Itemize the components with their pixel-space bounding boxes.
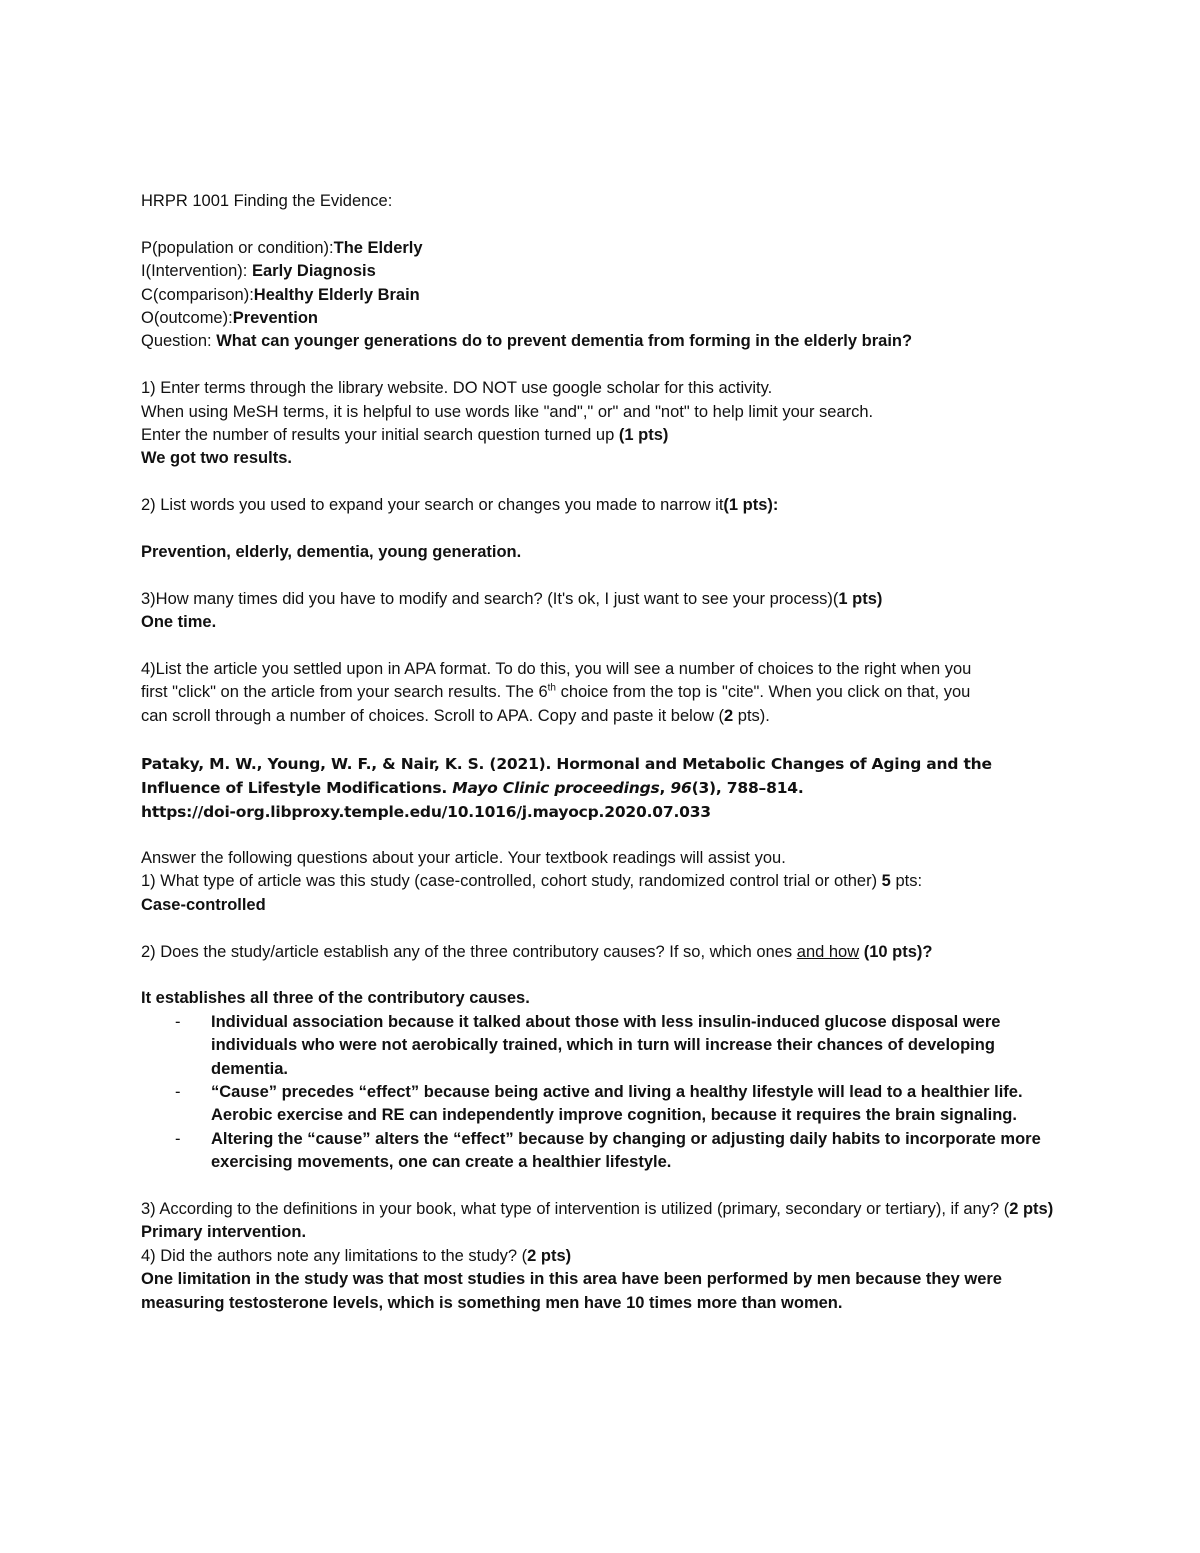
pico-comparison: C(comparison):Healthy Elderly Brain (141, 285, 420, 304)
q3-answer: One time. (141, 613, 217, 632)
q1-line2: When using MeSH terms, it is helpful to use words like "and"," or" and "not" to help limit your search. (141, 402, 874, 421)
list-bullet: - (175, 1012, 181, 1031)
q1-line3: Enter the number of results your initial search question turned up (1 pts) (141, 426, 669, 445)
pico-outcome: O(outcome):Prevention (141, 309, 318, 328)
article-q4-prompt: 4) Did the authors note any limitations to the study? (2 pts) (141, 1246, 572, 1265)
article-q4-answer: One limitation in the study was that most studies in this area have been performed by men because they were measuring testosterone levels, which is something men have 10 times more than women. (141, 1270, 1002, 1312)
q2-answer: Prevention, elderly, dementia, young generation. (141, 543, 522, 562)
q4-line3: can scroll through a number of choices. Scroll to APA. Copy and paste it below (2 pts). (141, 706, 770, 725)
q4-line1: 4)List the article you settled upon in APA format. To do this, you will see a number of choices to the right when you (141, 660, 972, 679)
article-q2-prompt: 2) Does the study/article establish any of the three contributory causes? If so, which ones and how (10 pts)? (141, 942, 933, 961)
article-q2-answer: It establishes all three of the contributory causes. (141, 989, 530, 1008)
pico-intervention: I(Intervention): Early Diagnosis (141, 262, 376, 281)
contributory-causes-list (141, 1011, 1071, 1175)
article-q3-prompt: 3) According to the definitions in your book, what type of intervention is utilized (primary, secondary or tertiary), if any? (2 pts) (141, 1200, 1054, 1219)
pico-population: P(population or condition):The Elderly (141, 238, 423, 257)
q3-prompt: 3)How many times did you have to modify and search? (It's ok, I just want to see your process)(1 pts) (141, 589, 883, 608)
list-bullet: - (175, 1129, 181, 1148)
q2-prompt: 2) List words you used to expand your search or changes you made to narrow it(1 pts): (141, 496, 779, 515)
citation-doi-link[interactable]: https://doi-org.libproxy.temple.edu/10.1016/j.mayocp.2020.07.033 (141, 802, 711, 821)
list-item: - Individual association because it talked about those with less insulin-induced glucose disposal were individuals who were not aerobically trained, which in turn will increase their chances of developing dementia. (175, 1012, 1001, 1078)
article-q1-prompt: 1) What type of article was this study (case-controlled, cohort study, randomized control trial or other) 5 pts: (141, 872, 923, 891)
q4-line2: first "click" on the article from your search results. The 6th choice from the top is "cite". When you click on that, you (141, 682, 971, 702)
q1-line1: 1) Enter terms through the library website. DO NOT use google scholar for this activity. (141, 379, 773, 398)
article-q3-answer: Primary intervention. (141, 1223, 307, 1242)
pico-question: Question: What can younger generations do to prevent dementia from forming in the elderly brain? (141, 332, 913, 351)
document-title: HRPR 1001 Finding the Evidence: (141, 192, 393, 210)
list-bullet: - (175, 1083, 181, 1102)
article-q1-answer: Case-controlled (141, 895, 266, 914)
apa-citation: Pataky, M. W., Young, W. F., & Nair, K. S. (2021). Hormonal and Metabolic Changes of Aging and the Influence of Lifestyle Modifications. Mayo Clinic proceedings, 96(3), 788–814. (141, 754, 992, 797)
list-item: - “Cause” precedes “effect” because being active and living a healthy lifestyle will lead to a healthier life. Aerobic exercise and RE can independently improve cognition, because it requires the brain signaling. (175, 1083, 1023, 1125)
article-intro: Answer the following questions about your article. Your textbook readings will assist you. (141, 849, 786, 868)
document-page (141, 190, 1071, 1315)
list-item: - Altering the “cause” alters the “effect” because by changing or adjusting daily habits to incorporate more exercising movements, one can create a healthier lifestyle. (175, 1129, 1041, 1172)
q1-answer: We got two results. (141, 449, 292, 468)
